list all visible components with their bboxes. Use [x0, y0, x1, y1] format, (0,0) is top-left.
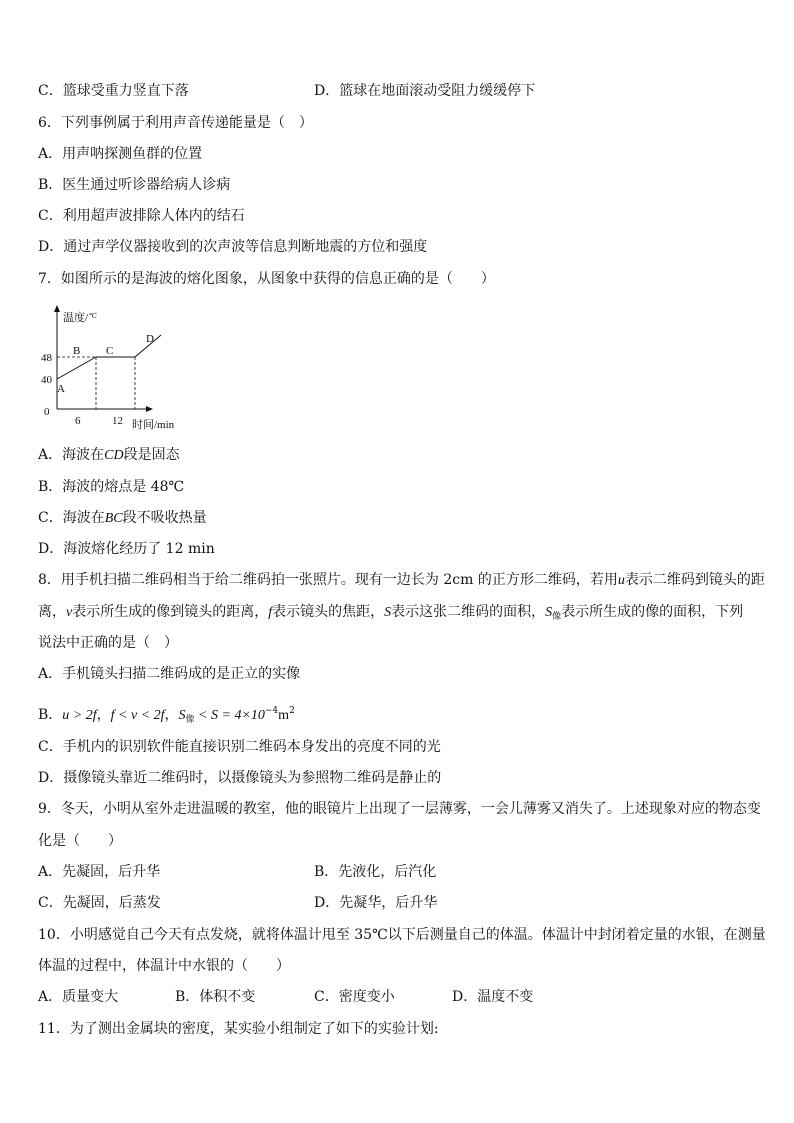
q8-stem-line1: 8．用手机扫描二维码相当于给二维码拍一张照片。现有一边长为 2cm 的正方形二维码，若用u表示二维码到镜头的距 [38, 572, 765, 588]
q9-stem-line1: 9．冬天，小明从室外走进温暖的教室，他的眼镜片上出现了一层薄雾，一会儿薄雾又消失了。上述现象对应的物态变 [38, 801, 761, 817]
point-label-c: C [106, 345, 114, 357]
q9-stem-line2: 化是（ ） [38, 833, 122, 849]
q11-stem: 11．为了测出金属块的密度，某实验小组制定了如下的实验计划: [38, 1021, 439, 1037]
curve-segment-ab [57, 357, 96, 379]
q8-option-b: B．u > 2f，f < v < 2f，$S_像 < S = 4\times 10^{-4}m^2$ [38, 706, 295, 725]
y-axis-arrow [54, 305, 60, 312]
point-label-d: D [146, 333, 154, 345]
x-tick-6: 6 [75, 415, 81, 427]
q8-option-c: C．手机内的识别软件能直接识别二维码本身发出的亮度不同的光 [38, 739, 441, 755]
q6-option-a: A．用声呐探测鱼群的位置 [38, 146, 203, 162]
melting-graph [30, 300, 200, 435]
q10-stem-line2: 体温的过程中，体温计中水银的（ ） [38, 958, 290, 974]
q9-option-a: A．先凝固，后升华 [38, 864, 161, 880]
q7-option-c: C．海波在BC段不吸收热量 [38, 510, 207, 526]
q10-stem-line1: 10．小明感觉自己今天有点发烧，就将体温计甩至 35℃以下后测量自己的体温。体温计中封闭着定量的水银，在测量 [38, 927, 766, 943]
y-tick-48: 48 [41, 352, 52, 364]
q8-option-a: A．手机镜头扫描二维码成的是正立的实像 [38, 666, 301, 682]
point-label-a: A [57, 383, 65, 395]
point-label-b: B [73, 345, 81, 357]
q9-option-d: D．先凝华，后升华 [314, 895, 438, 911]
q10-option-c: C．密度变小 [314, 989, 395, 1005]
q6-option-d: D．通过声学仪器接收到的次声波等信息判断地震的方位和强度 [38, 239, 428, 255]
y-tick-40: 40 [41, 374, 52, 386]
q10-option-d: D．温度不变 [452, 989, 534, 1005]
x-axis-label: 时间/min [132, 419, 175, 431]
q9-option-b: B．先液化，后汽化 [314, 864, 437, 880]
q7-option-d: D．海波熔化经历了 12 min [38, 541, 215, 557]
q6-option-b: B．医生通过听诊器给病人诊病 [38, 177, 231, 193]
origin-label: 0 [44, 406, 50, 418]
q9-option-c: C．先凝固，后蒸发 [38, 895, 161, 911]
q10-option-b: B．体积不变 [175, 989, 256, 1005]
y-axis-label: 温度/℃ [63, 312, 97, 324]
q8-stem-line2: 离，v表示所生成的像到镜头的距离，f表示镜头的焦距，S表示这张二维码的面积，$S_像$表示所生成的像的面积，下列 [38, 604, 744, 622]
x-tick-12: 12 [112, 415, 123, 427]
q8-option-d: D．摄像镜头靠近二维码时，以摄像镜头为参照物二维码是静止的 [38, 770, 442, 786]
q6-stem: 6．下列事例属于利用声音传递能量是（ ） [38, 115, 313, 131]
y-axis-unit: ℃ [89, 312, 97, 320]
q7-stem: 7．如图所示的是海波的熔化图象，从图象中获得的信息正确的是（ ） [38, 271, 495, 287]
q6-option-c: C．利用超声波排除人体内的结石 [38, 208, 245, 224]
q8-stem-line3: 说法中正确的是（ ） [38, 635, 178, 651]
q7-option-b: B．海波的熔点是 48℃ [38, 479, 185, 495]
x-axis-arrow [146, 406, 153, 412]
q7-option-a: A．海波在CD段是固态 [38, 447, 180, 463]
q10-option-a: A．质量变大 [38, 989, 119, 1005]
q5-option-c: C．篮球受重力竖直下落 [38, 83, 189, 99]
q5-option-d: D．篮球在地面滚动受阻力缓缓停下 [314, 83, 536, 99]
